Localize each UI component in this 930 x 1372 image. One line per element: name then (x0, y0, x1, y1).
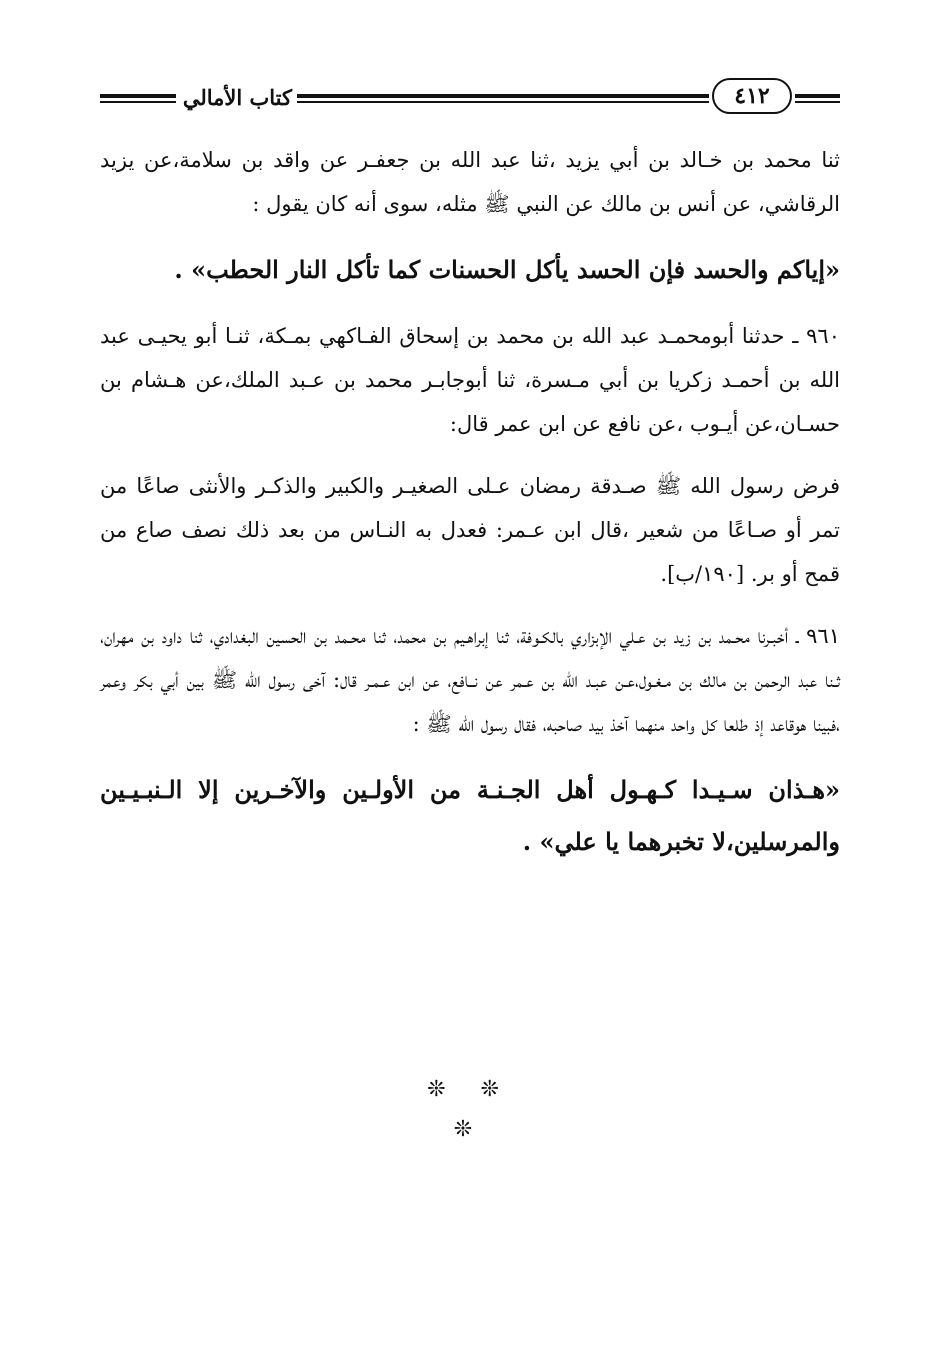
header-rule-middle (297, 94, 709, 98)
paragraph-960-text: فرض رسول الله ﷺ صـدقة رمضان عـلى الصغيـر والكبير والذكـر والأنثى صاعًا من تمر أو صـاعًا من شعير ،قال ابن عـمر: فعدل به النـاس من بعد ذلك نصف صاع من قمح أو بر. [١٩٠/ب]. (100, 474, 840, 586)
header-rule-right-thin (795, 101, 840, 103)
header-rule-middle-thin (297, 101, 709, 103)
page-body (100, 138, 840, 886)
section-separator: ❊ ❊ ❊ (427, 1077, 513, 1142)
paragraph-960: ٩٦٠ ـ حدثنا أبومحمـد عبد الله بن محمد بن إسحاق الفـاكهي بمـكة، ثنـا أبو يحيـى عبد الله بن أحمـد زكريا بن أبي مـسرة، ثنا أبوجابـر محمد بن عـبد الملك،عن هـشام بن حسـان،عن أيـوب ،عن نافع عن ابن عمر قال: (100, 324, 840, 436)
paragraph-1: ثنا محمد بن خـالد بن أبي يزيد ،ثنا عبد الله بن جعفـر عن واقد بن سلامة،عن يزيد الرقاشي، عن أنس بن مالك عن النبي ﷺ مثله، سوى أنه كان يقول : (100, 148, 840, 216)
book-title: كتاب الأمالي (182, 85, 292, 110)
paragraph-961: ٩٦١ ـ أخبـرنا محـمد بن زيد بن عـلي الإبزاري بالكـوفة، ثنا إبراهـيم بن محمد، ثنا محـمد بن الحسين البغدادي، ثنا داود بن مهران، ثـنا عبد الرحمن بن مالك بن مـغـول،عـن عبـد الله بن عـمر عن نــافع، عن ابن عـمـر قال: آخى رسول الله ﷺ بين أبي بكر وعمر ،فبينا هوقاعد إذ طلعا كل واحد منهما آخذ بيد صاحبه، فقال رسول الله ﷺ : (100, 624, 840, 736)
page-header (100, 78, 840, 122)
hadith-quote-2: «هـذان سـيـدا كـهـول أهل الجـنـة من الأولـين والآخـرين إلا الـنبـيـين والمرسلين،لا تخبرهما يا علي» . (100, 775, 840, 856)
header-rule-left (100, 94, 176, 98)
header-rule-left-thin (100, 101, 176, 103)
header-rule-right (795, 94, 840, 98)
hadith-quote-1: «إياكم والحسد فإن الحسد يأكل الحسنات كما تأكل النار الحطب» . (174, 255, 840, 284)
page-number: ٤١٢ (712, 78, 792, 114)
